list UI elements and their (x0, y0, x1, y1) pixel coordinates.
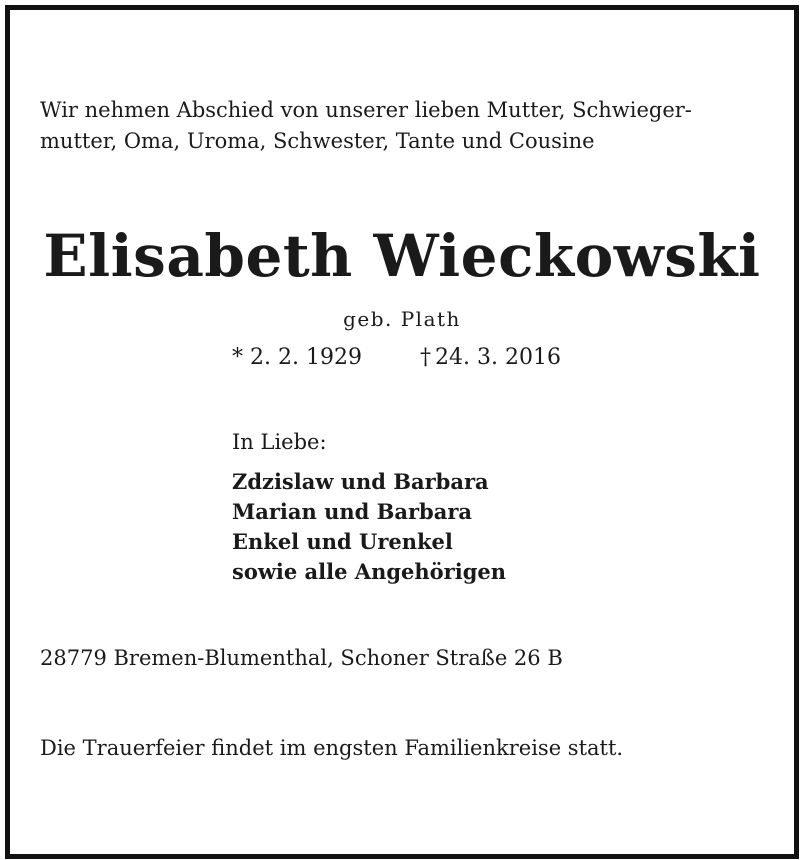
intro-text (40, 95, 780, 157)
death-date-line (420, 345, 561, 370)
intro-line-1: Wir nehmen Abschied von unserer lieben Mutter, Schwieger- (40, 98, 692, 122)
deceased-name: Elisabeth Wieckowski (43, 222, 761, 290)
love-label: In Liebe: (232, 430, 327, 454)
maiden-name: geb. Plath (343, 307, 461, 331)
death-date: 24. 3. 2016 (435, 345, 561, 370)
cross-icon: † (420, 345, 431, 370)
signer-item: Marian und Barbara (232, 499, 472, 524)
obituary-frame (5, 5, 799, 859)
birth-date: * 2. 2. 1929 (232, 345, 362, 370)
intro-line-2: mutter, Oma, Uroma, Schwester, Tante und Cousine (40, 129, 595, 153)
signer-item: Enkel und Urenkel (232, 529, 453, 554)
signer-item: Zdzislaw und Barbara (232, 469, 489, 494)
address: 28779 Bremen-Blumenthal, Schoner Straße 26 B (40, 646, 563, 670)
signer-item: sowie alle Angehörigen (232, 559, 507, 584)
signers-list (232, 467, 506, 587)
ceremony-note: Die Trauerfeier findet im engsten Familienkreise statt. (40, 736, 624, 760)
